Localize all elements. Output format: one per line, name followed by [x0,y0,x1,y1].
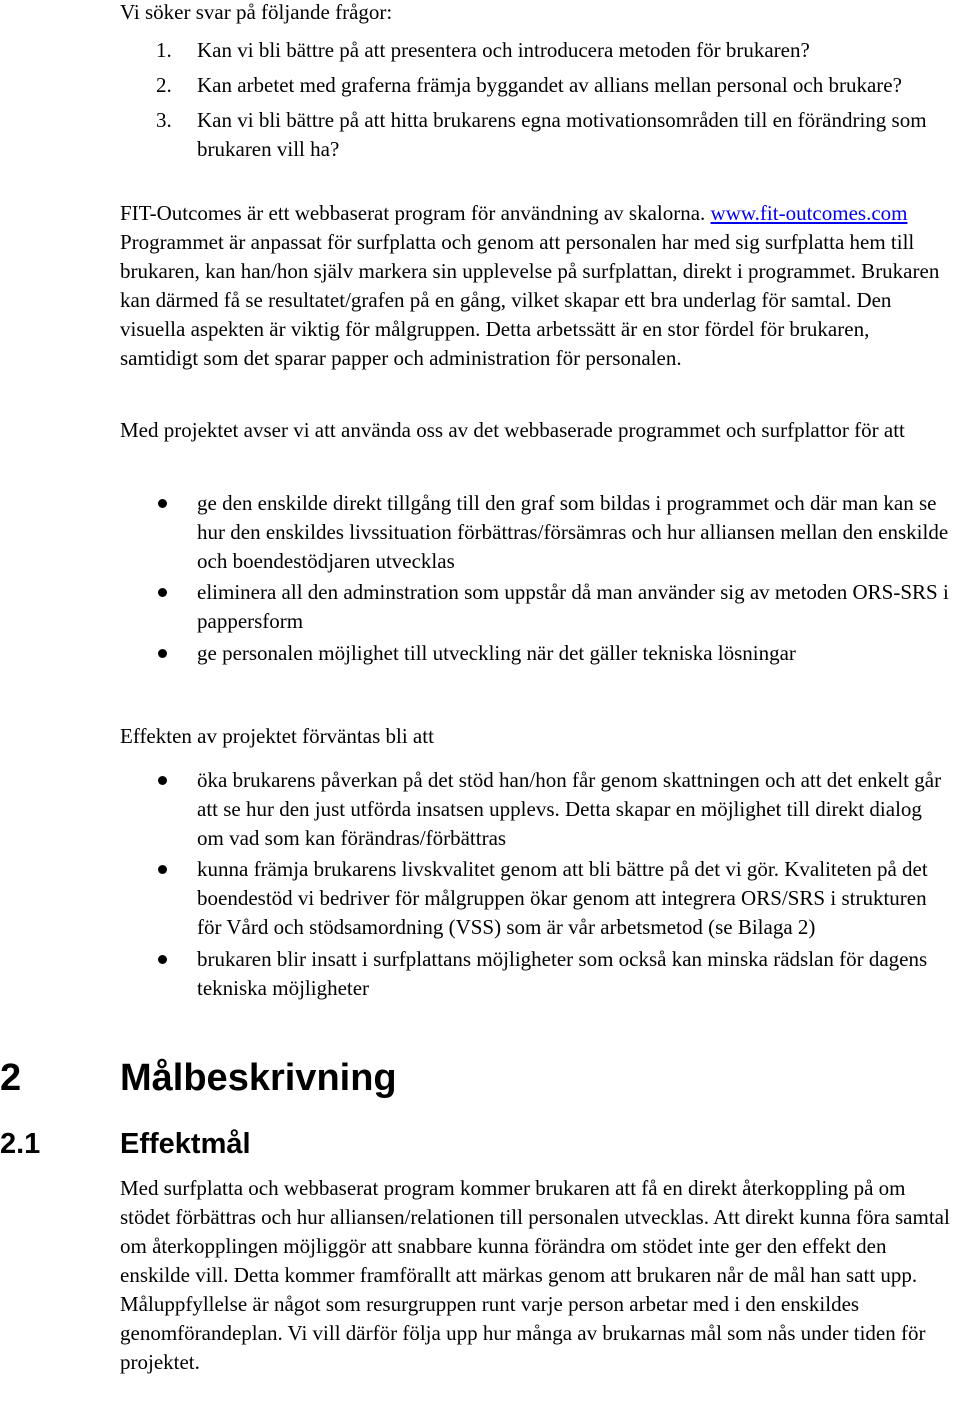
subsection-number: 2.1 [0,1128,41,1160]
list-item [120,766,950,853]
bullet-icon [158,499,167,508]
fit-paragraph-start: FIT-Outcomes är ett webbaserat program för användning av skalorna. [120,201,711,225]
list-item [120,578,950,636]
list-item-text: ge den enskilde direkt tillgång till den graf som bildas i programmet och där man kan se hur den enskildes livssituation förbättras/försämras och hur alliansen mellan den enskilde och boendestödjaren utvecklas [197,491,949,573]
bullet-icon [158,649,167,658]
list-item-text: eliminera all den adminstration som uppstår då man använder sig av metoden ORS-SRS i pappersform [197,580,949,633]
fit-outcomes-link[interactable]: www.fit-outcomes.com [710,201,908,225]
bullet-icon [158,776,167,785]
list-number: 3. [156,108,172,132]
intro-text: Vi söker svar på följande frågor: [120,0,393,24]
list-number: 2. [156,73,172,97]
project-bullet-list [120,489,950,668]
list-item [120,106,950,164]
bullet-icon [158,588,167,597]
section-title: Målbeskrivning [120,1057,397,1099]
list-item-text: kunna främja brukarens livskvalitet genom att bli bättre på det vi gör. Kvaliteten på det boendestöd vi bedriver för målgruppen ökar genom att integrera ORS/SRS i strukturen för Vård och stödsamordning (VSS) som är vår arbetsmetod (se Bilaga 2) [197,857,928,939]
list-item-text: ge personalen möjlighet till utveckling när det gäller tekniska lösningar [197,641,796,665]
list-item-text: Kan vi bli bättre på att presentera och introducera metoden för brukaren? [197,38,810,62]
section-number: 2 [0,1057,22,1099]
bullet-icon [158,955,167,964]
subsection-title: Effektmål [120,1128,251,1160]
fit-outcomes-paragraph [120,199,950,373]
list-item [120,855,950,942]
effect-bullet-list [120,766,950,1003]
question-list [120,36,950,170]
effect-intro-text: Effekten av projektet förväntas bli att [120,724,434,748]
list-item [120,71,950,100]
list-item-text: Kan arbetet med graferna främja byggandet av allians mellan personal och brukare? [197,73,902,97]
effect-goal-paragraph: Med surfplatta och webbaserat program kommer brukaren att få en direkt återkoppling på om stödet förbättras och hur alliansen/relationen till personalen utvecklas. Att direkt kunna föra samtal om återkopplingen möjliggör att snabbare kunna förändra om stödet inte ger den effekt den enskilde vill. Detta kommer framförallt att märkas genom att brukaren når de mål han satt upp. Måluppfyllelse är något som resurgruppen runt varje person arbetar med i den enskildes genomförandeplan. Vi vill därför följa upp hur många av brukarnas mål som nås under tiden för projektet. [120,1176,950,1374]
list-item-text: Kan vi bli bättre på att hitta brukarens egna motivationsområden till en förändring som brukaren vill ha? [197,108,927,161]
list-item [120,639,950,668]
fit-paragraph-end: Programmet är anpassat för surfplatta och genom att personalen har med sig surfplatta hem till brukaren, kan han/hon själv markera sin upplevelse på surfplattan, direkt i programmet. Brukaren kan därmed få se resultatet/grafen på en gång, vilket skapar ett bra underlag för samtal. Den visuella aspekten är viktig för målgruppen. Detta arbetssätt är en stor fördel för brukaren, samtidigt som det sparar papper och administration för personalen. [120,230,940,370]
list-item [120,36,950,65]
list-item-text: brukaren blir insatt i surfplattans möjligheter som också kan minska rädslan för dagens tekniska möjligheter [197,947,928,1000]
project-intro-text: Med projektet avser vi att använda oss av det webbaserade programmet och surfplattor för att [120,418,905,442]
list-item-text: öka brukarens påverkan på det stöd han/hon får genom skattningen och att det enkelt går att se hur den just utförda insatsen upplevs. Detta skapar en möjlighet till direkt dialog om vad som kan förändras/förbättras [197,768,942,850]
list-item [120,489,950,576]
list-number: 1. [156,38,172,62]
list-item [120,945,950,1003]
bullet-icon [158,865,167,874]
